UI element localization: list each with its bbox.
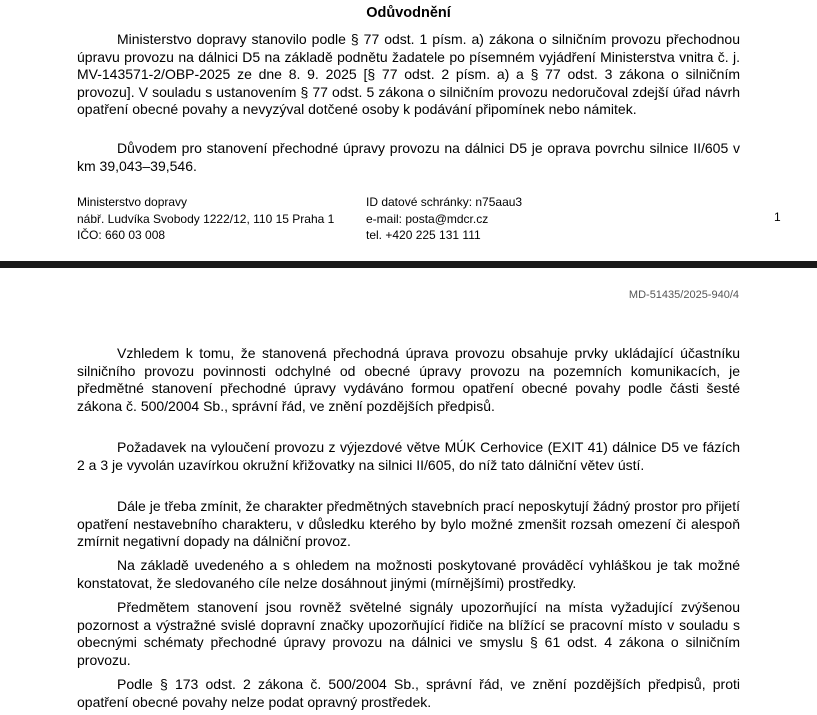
- footer-line: Ministerstvo dopravy: [77, 195, 188, 209]
- page-divider: [0, 261, 817, 268]
- footer-line: IČO: 660 03 008: [77, 228, 166, 242]
- footer-contact: [366, 194, 522, 244]
- paragraph: Dále je třeba zmínit, že charakter předmětných stavebních prací neposkytují žádný prostor pro přijetí opatření nestavebního charakteru, v důsledku kterého by bylo možné zmenšit rozsah omezení či alespoň zmírnit negativní dopady na dálniční provoz.: [77, 498, 740, 550]
- paragraph: Ministerstvo dopravy stanovilo podle § 77 odst. 1 písm. a) zákona o silničním provozu přechodnou úpravu provozu na dálnici D5 na základě podnětu žadatele po písemném vyjádření Ministerstva vnitra č. j. MV-143571-2/OBP-2025 ze dne 8. 9. 2025 [§ 77 odst. 2 písm. a) a § 77 odst. 3 zákona o silničním provozu]. V souladu s ustanovením § 77 odst. 5 zákona o silničním provozu nedoručoval zdejší úřad návrh opatření obecné povahy a nevyzýval dotčené osoby k podávání připomínek nebo námitek.: [77, 31, 740, 118]
- paragraph: Požadavek na vyloučení provozu z výjezdové větve MÚK Cerhovice (EXIT 41) dálnice D5 ve fázích 2 a 3 je vyvolán uzavírkou okružní křižovatky na silnici II/605, do níž tato dálniční větev ústí.: [77, 439, 740, 473]
- footer-line: ID datové schránky: n75aau3: [366, 195, 523, 209]
- paragraph: Na základě uvedeného a s ohledem na možnosti poskytované prováděcí vyhláškou je tak možné konstatovat, že sledovaného cíle nelze dosáhnout jinými (mírnějšími) prostředky.: [77, 557, 740, 591]
- paragraph: Důvodem pro stanovení přechodné úpravy provozu na dálnici D5 je oprava povrchu silnice II/605 v km 39,043–39,546.: [77, 140, 740, 174]
- footer-address: [77, 194, 334, 244]
- page-number: 1: [774, 210, 781, 224]
- section-heading: Odůvodnění: [366, 5, 451, 21]
- paragraph: Vzhledem k tomu, že stanovená přechodná úprava provozu obsahuje prvky ukládající účastníku silničního provozu povinnosti odchylné od obecné úpravy provozu na pozemních komunikacích, je předmětné stanovení přechodné úpravy vydáváno formou opatření obecné povahy podle části šesté zákona č. 500/2004 Sb., správní řád, ve znění pozdějších předpisů.: [77, 345, 740, 414]
- document-page-2: [0, 268, 817, 715]
- document-reference: MD-51435/2025-940/4: [628, 289, 739, 301]
- footer-line: nábř. Ludvíka Svobody 1222/12, 110 15 Praha 1: [77, 211, 335, 226]
- footer-line: e-mail: posta@mdcr.cz: [366, 211, 489, 226]
- paragraph: Podle § 173 odst. 2 zákona č. 500/2004 Sb., správní řád, ve znění pozdějších předpisů, proti opatření obecné povahy nelze podat opravný prostředek.: [77, 676, 740, 710]
- paragraph: Předmětem stanovení jsou rovněž světelné signály upozorňující na místa vyžadující zvýšenou pozornost a výstražné svislé dopravní značky upozorňující řidiče na blížící se pracovní místo v souladu s obecnými schématy přechodné úpravy provozu na dálnici ve smyslu § 61 odst. 4 zákona o silničním provozu.: [77, 599, 740, 668]
- footer-line: tel. +420 225 131 111: [366, 228, 481, 242]
- document-page-1: [0, 0, 817, 262]
